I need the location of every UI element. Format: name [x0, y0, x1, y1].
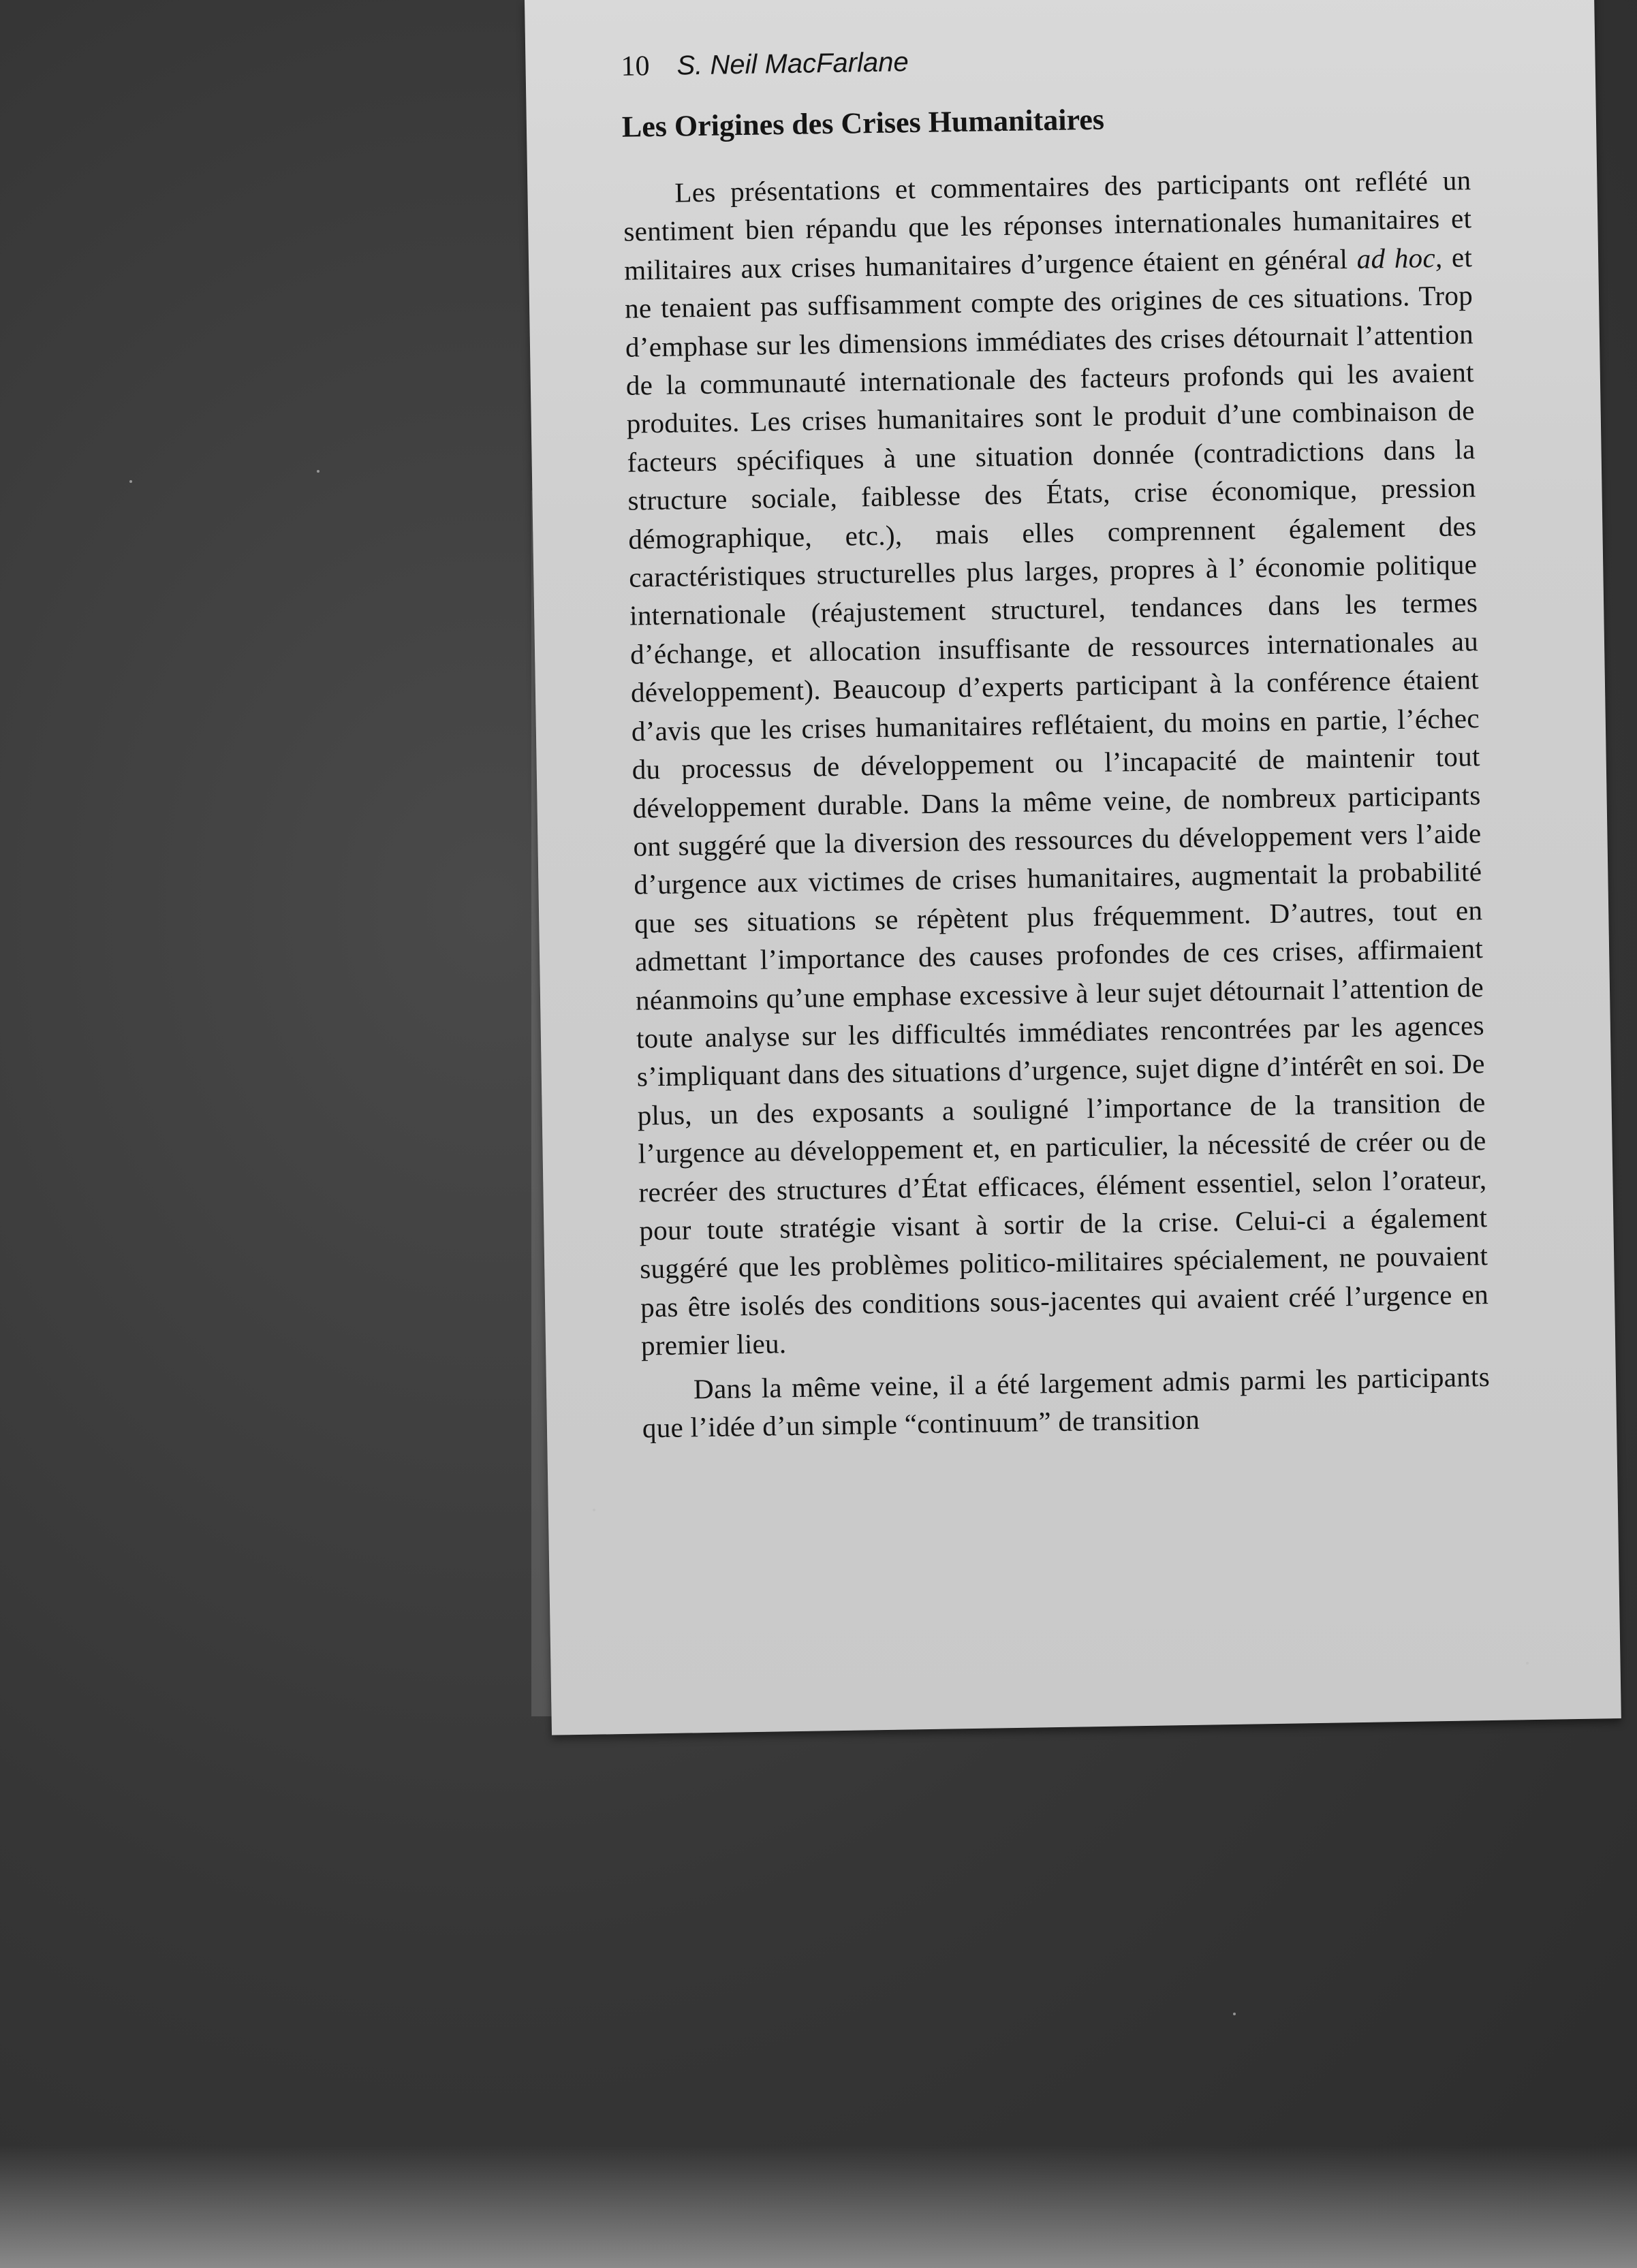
body-paragraph-1 — [623, 161, 1489, 1365]
scan-speck — [317, 470, 319, 473]
page-number: 10 — [621, 50, 650, 82]
section-title: Les Origines des Crises Humanitaires — [621, 102, 1105, 144]
scan-speck — [1526, 1662, 1529, 1665]
paragraph-text: et ne tenaient pas suffisamment compte des origines de ces situations. Trop d’emphase sur les dimensions immédiates des crises détournait l’attention de la communauté internationale des facteurs profonds qui les avaient produites. Les crises humanitaires sont le produit d’une combinaison de facteurs spécifiques à une situation donnée (contradictions dans la structure sociale, faiblesse des États, crise économique, pression démographique, etc.), mais elles comprennent également des caractéristiques structurelles plus larges, propres à l’ économie politique internationale (réajustement structurel, tendances dans les termes d’échange, et allocation insuffisante de ressources internationales au développement). Beaucoup d’experts participant à la conférence étaient d’avis que les crises humanitaires reflétaient, du moins en partie, l’échec du processus de développement ou l’incapacité de maintenir tout développement durable. Dans la même veine, de nombreux participants ont suggéré que la diversion des ressources du développement vers l’aide d’urgence aux victimes de crises humanitaires, augmentait la probabilité que ses situations se répètent plus fréquemment. D’autres, tout en admettant l’importance des causes profondes de ces crises, affirmaient néanmoins qu’une emphase excessive à leur sujet détournait l’attention de toute analyse sur les difficultés immédiates rencontrées par les agences s’impliquant dans des situations d’urgence, sujet digne d’intérêt en soi. De plus, un des exposants a souligné l’importance de la transition de l’urgence au développement et, en particulier, la nécessité de créer ou de recréer des structures d’État efficaces, élément essentiel, selon l’orateur, pour toute stratégie visant à sortir de la crise. Celui-ci a également suggéré que les problèmes politico-militaires spécialement, ne pouvaient pas être isolés des conditions sous-jacentes qui avaient créé l’urgence en premier lieu. — [624, 241, 1489, 1361]
paragraph-italic-text: ad hoc, — [1356, 241, 1443, 274]
body-paragraph-2 — [642, 1357, 1491, 1447]
running-head — [621, 33, 1469, 87]
scan-edge-light — [0, 2145, 1637, 2268]
scan-speck — [1233, 2013, 1236, 2015]
document-page — [525, 0, 1621, 1735]
paragraph-text: Dans la même veine, il a été largement admis parmi les participants que l’idée d’un simple “continuum” de transition — [642, 1360, 1491, 1444]
scan-speck — [129, 480, 132, 483]
scan-speck — [593, 1509, 595, 1511]
running-head-author: S. Neil MacFarlane — [676, 47, 909, 81]
paragraph-text: Les présentations et commentaires des participants ont reflété un sentiment bien répandu que les réponses internationales humanitaires et militaires aux crises humanitaires d’urgence étaient en général — [623, 164, 1472, 286]
page-content — [621, 33, 1491, 1447]
